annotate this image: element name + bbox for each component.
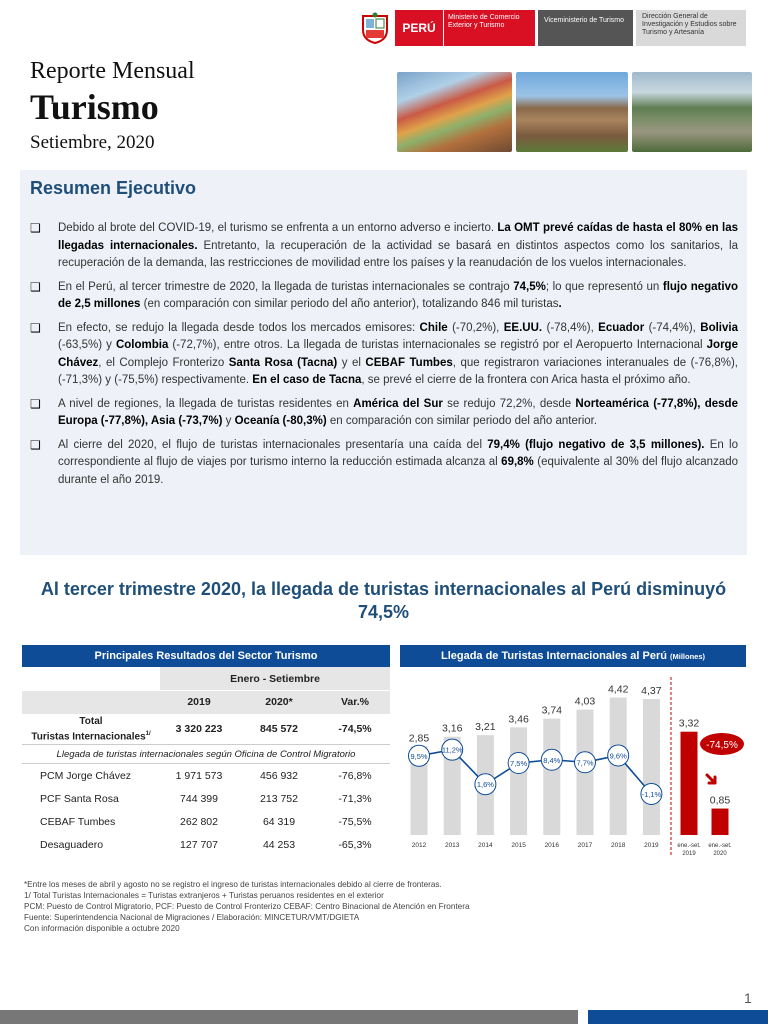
vice-ministry-label: Viceministerio de Turismo [538, 10, 633, 46]
inca-wall-photo [516, 72, 628, 152]
total-footnote-mark: 1/ [145, 730, 151, 737]
table-column-headers [22, 691, 390, 714]
bar [712, 809, 729, 835]
growth-label: 8,4% [543, 755, 561, 765]
footnote-line: *Entre los meses de abril y agosto no se registro el ingreso de turistas internacionales debido al cierre de fronteras. [24, 880, 442, 889]
bar [510, 727, 527, 835]
col-2019: 2019 [160, 691, 238, 714]
table-period: Enero - Setiembre [160, 667, 390, 691]
x-tick-label: 2020 [713, 851, 727, 857]
table-row-total [22, 714, 390, 744]
summary-bullet [30, 220, 738, 273]
x-tick-label: 2019 [644, 842, 659, 849]
footnote-line: Fuente: Superintendencia Nacional de Migraciones / Elaboración: MINCETUR/VMT/DGIETA [24, 913, 360, 922]
total-2020: 845 572 [260, 723, 298, 735]
growth-label: 7,7% [576, 758, 594, 768]
x-tick-label: 2015 [511, 842, 526, 849]
footer-bar-blue [588, 1010, 768, 1024]
bullet-text: En el Perú, al tercer trimestre de 2020, la llegada de turistas internacionales se contrajo 74,5%; lo que representó un flujo negativo de 2,5 millones (en comparación con similar periodo del año anterior), totalizando 846 mil turistas. [58, 280, 738, 310]
growth-label: 9,5% [410, 751, 428, 761]
bar-value-label: 4,42 [607, 683, 629, 696]
table-row [22, 810, 390, 833]
headline: Al tercer trimestre 2020, la llegada de turistas internacionales al Perú disminuyó 74,5% [40, 579, 727, 622]
col-2020: 2020* [238, 691, 320, 714]
summary-bullets [30, 220, 738, 495]
checkbox-bullet-icon: ❑ [30, 279, 41, 294]
bar-value-label: 3,16 [441, 722, 463, 735]
bullet-text: En efecto, se redujo la llegada desde todos los mercados emisores: Chile (-70,2%), EE.UU. (-78,4%), Ecuador (-74,4%), Bolivia (-63,5%) y Colombia (-72,7%), entre otros. La llegada de turistas internacionales se registró por el Aeropuerto Internacional Jorge Chávez, el Complejo Fronterizo Santa Rosa (Tacna) y el CEBAF Tumbes, que registraron variaciones interanuales de (-76,8%), (-71,3%) y (-75,5%) respectivamente. En el caso de Tacna, se prevé el cierre de la frontera con Arica hasta el próximo año. [58, 321, 738, 386]
footnotes [24, 879, 624, 934]
bar-value-label: 2,85 [408, 732, 430, 745]
cell-name: CEBAF Tumbes [40, 815, 116, 828]
table-body [22, 764, 390, 856]
table-row [22, 764, 390, 787]
header-logos [355, 10, 750, 46]
table-row [22, 787, 390, 810]
bar-value-label: 0,85 [709, 794, 731, 807]
cell-var: -71,3% [338, 792, 372, 805]
chart-title: Llegada de Turistas Internacionales al Perú (Millones) [400, 645, 746, 667]
x-tick-label: 2014 [478, 842, 493, 849]
growth-label: 9,6% [609, 751, 627, 761]
machu-picchu-photo [632, 72, 752, 152]
cell-name: PCM Jorge Chávez [40, 769, 132, 782]
cell-name: Desaguadero [40, 838, 104, 851]
table-row [22, 833, 390, 856]
summary-bullet [30, 396, 738, 431]
growth-label: 11,2% [441, 745, 463, 755]
cell-var: -76,8% [338, 769, 372, 782]
bar-value-label: 3,74 [541, 704, 563, 717]
coat-of-arms-icon [355, 10, 395, 46]
results-table [22, 667, 390, 856]
footnote-line: Con información disponible a octubre 2020 [24, 924, 180, 933]
chart-unit: (Millones) [670, 652, 706, 661]
rainbow-mountain-photo [397, 72, 512, 152]
footer-bar-grey [0, 1010, 578, 1024]
cell-v2020: 44 253 [262, 838, 296, 851]
report-date: Setiembre, 2020 [30, 132, 155, 153]
col-var: Var.% [320, 691, 390, 714]
total-label-2: Turistas Internacionales [31, 731, 146, 743]
bar-value-label: 4,03 [574, 695, 596, 708]
bar [681, 732, 698, 835]
cell-name: PCF Santa Rosa [40, 792, 119, 805]
table-subheader: Llegada de turistas internacionales según Oficina de Control Migratorio [22, 744, 390, 764]
x-tick-label: ene.-set. [677, 843, 701, 849]
table-title: Principales Resultados del Sector Turismo [22, 645, 390, 667]
total-var: -74,5% [338, 723, 372, 735]
x-tick-label: 2013 [444, 842, 460, 849]
peru-logo: PERÚ [395, 10, 443, 46]
cell-v2020: 456 932 [260, 769, 298, 782]
summary-title: Resumen Ejecutivo [30, 178, 197, 198]
down-arrow-icon [707, 775, 715, 783]
growth-label: 1,6% [476, 780, 494, 790]
arrivals-chart [400, 667, 746, 862]
summary-bullet [30, 320, 738, 390]
annotation-label: -74,5% [706, 740, 738, 751]
bar [543, 719, 560, 835]
cell-v2019: 1 971 573 [175, 769, 223, 782]
bar-value-label: 3,21 [475, 721, 496, 734]
x-tick-label: 2017 [577, 842, 593, 849]
cell-var: -65,3% [338, 838, 372, 851]
checkbox-bullet-icon: ❑ [30, 437, 41, 452]
bullet-text: Debido al brote del COVID-19, el turismo se enfrenta a un entorno adverso e incierto. La OMT prevé caídas de hasta el 80% en las llegadas internacionales. Entretanto, la recuperación de la actividad se basará en distintos aspectos como los sanitarios, la recuperación de la demanda, las restricciones de movilidad entre los países y la reanudación de los vuelos internacionales. [58, 222, 738, 269]
x-tick-label: 2018 [610, 842, 626, 849]
cell-v2020: 213 752 [260, 792, 298, 805]
direction-label: Dirección General de Investigación y Estudios sobre Turismo y Artesanía [636, 10, 746, 46]
checkbox-bullet-icon: ❑ [30, 320, 41, 335]
cell-v2019: 262 802 [180, 815, 218, 828]
summary-bullet [30, 437, 738, 490]
x-tick-label: 2019 [682, 851, 696, 857]
checkbox-bullet-icon: ❑ [30, 221, 41, 235]
x-tick-label: 2016 [544, 842, 560, 849]
bar-value-label: 3,32 [678, 717, 700, 730]
footnote-line: PCM: Puesto de Control Migratorio, PCF: Puesto de Control Fronterizo CEBAF: Centro Binacional de Atención en Frontera [24, 902, 470, 911]
footnote-line: 1/ Total Turistas Internacionales = Turistas extranjeros + Turistas peruanos residentes en el exterior [24, 891, 384, 900]
growth-label: 7,5% [510, 759, 528, 768]
bullet-text: A nivel de regiones, la llegada de turistas residentes en América del Sur se redujo 72,2%, desde Norteamérica (-77,8%), desde Europa (-77,8%), Asia (-73,7%) y Oceanía (-80,3%) en comparación con similar periodo del año anterior. [58, 397, 738, 427]
report-title: Turismo [30, 87, 159, 127]
page-number: 1 [744, 990, 752, 1006]
x-tick-label: 2012 [411, 842, 427, 849]
x-tick-label: ene.-set. [708, 843, 732, 849]
total-label: Total [79, 715, 103, 727]
summary-bullet [30, 279, 738, 314]
growth-label: -1,1% [641, 789, 662, 799]
cell-var: -75,5% [338, 815, 372, 828]
ministry-label: Ministerio de Comercio Exterior y Turismo [443, 10, 535, 46]
total-2019: 3 320 223 [175, 723, 223, 735]
cell-v2019: 744 399 [180, 792, 218, 805]
checkbox-bullet-icon: ❑ [30, 396, 41, 411]
cell-v2019: 127 707 [180, 838, 218, 851]
report-type: Reporte Mensual [30, 58, 195, 84]
bar [643, 699, 660, 835]
bar-value-label: 4,37 [641, 685, 662, 698]
bullet-text: Al cierre del 2020, el flujo de turistas internacionales presentaría una caída del 79,4% (flujo negativo de 3,5 millones). En lo correspondiente al flujo de viajes por turismo interno la reducción estimada alcanza al 69,8% (equivalente al 30% del flujo alcanzado durante el año 2019. [58, 438, 739, 486]
bar-value-label: 3,46 [508, 713, 529, 726]
cell-v2020: 64 319 [262, 815, 296, 828]
